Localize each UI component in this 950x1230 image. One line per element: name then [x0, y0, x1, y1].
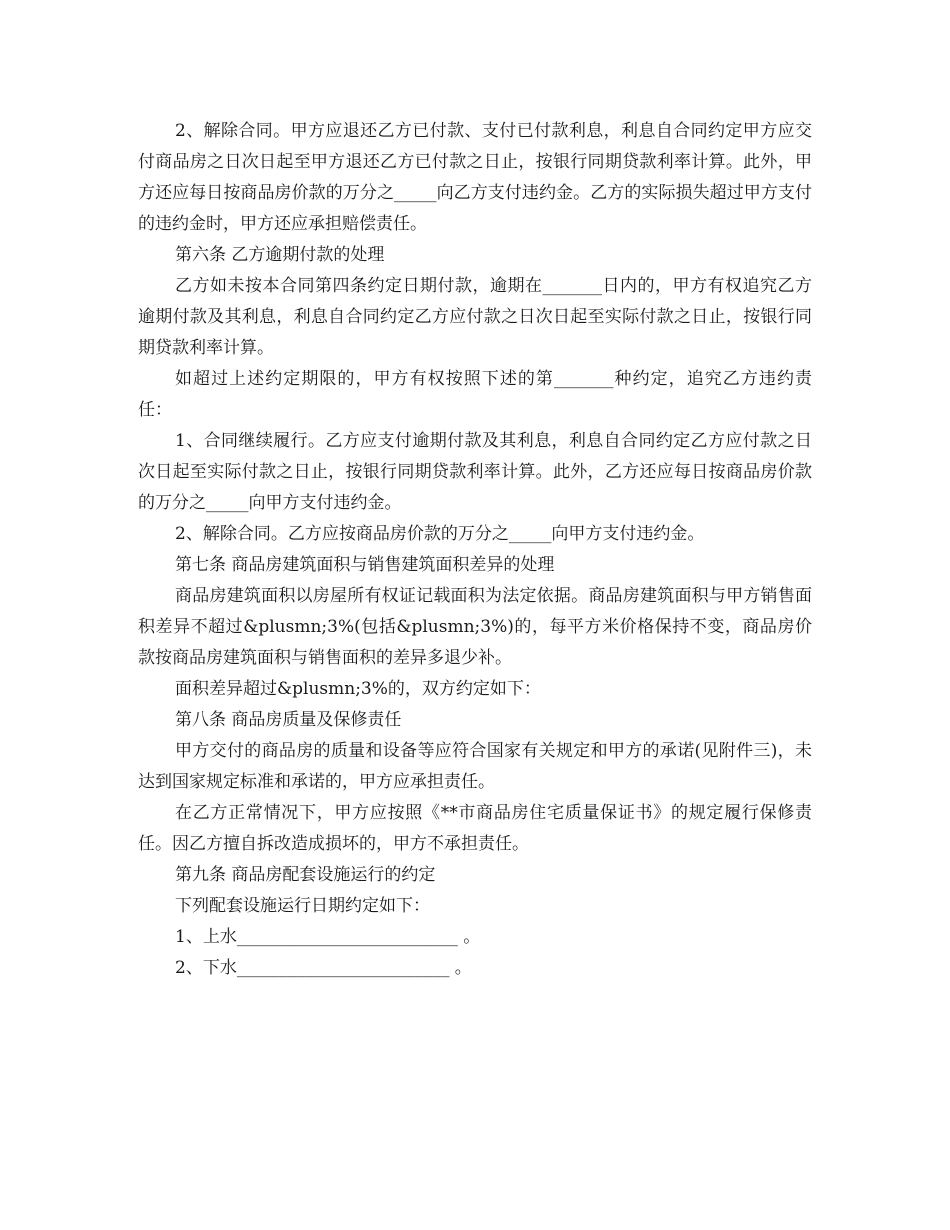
paragraph-facilities-intro: 下列配套设施运行日期约定如下： — [175, 896, 430, 916]
heading-article-8: 第八条 商品房质量及保修责任 — [175, 710, 402, 730]
paragraph-area-exceed: 面积差异超过&plusmn;3%的，双方约定如下： — [175, 679, 541, 699]
paragraph-warranty: 在乙方正常情况下，甲方应按照《**市商品房住宅质量保证书》的规定履行保修责任。因乙方擅自拆改造成损坏的，甲方不承担责任。 — [138, 803, 812, 854]
contract-body — [138, 116, 812, 984]
paragraph-quality: 甲方交付的商品房的质量和设备等应符合国家有关规定和甲方的承诺(见附件三)，未达到国家规定标准和承诺的，甲方应承担责任。 — [138, 741, 812, 792]
list-item-water-supply: 1、上水__________________________ 。 — [175, 927, 481, 947]
heading-article-9: 第九条 商品房配套设施运行的约定 — [175, 865, 436, 885]
paragraph-area-basis: 商品房建筑面积以房屋所有权证记载面积为法定依据。商品房建筑面积与甲方销售面积差异不超过&plusmn;3%(包括&plusmn;3%)的，每平方米价格保持不变，商品房价款按商品房建筑面积与销售面积的差异多退少补。 — [138, 586, 812, 668]
list-item-drainage: 2、下水_________________________ 。 — [175, 958, 472, 978]
paragraph-continue-contract: 1、合同继续履行。乙方应支付逾期付款及其利息，利息自合同约定乙方应付款之日次日起至实际付款之日止，按银行同期贷款利率计算。此外，乙方还应每日按商品房价款的万分之_____向甲方支付违约金。 — [138, 431, 812, 513]
heading-article-7: 第七条 商品房建筑面积与销售建筑面积差异的处理 — [175, 555, 555, 575]
paragraph-terminate-contract-seller: 2、解除合同。甲方应退还乙方已付款、支付已付款利息，利息自合同约定甲方应交付商品房之日次日起至甲方退还乙方已付款之日止，按银行同期贷款利率计算。此外，甲方还应每日按商品房价款的万分之_____向乙方支付违约金。乙方的实际损失超过甲方支付的违约金时，甲方还应承担赔偿责任。 — [138, 121, 812, 234]
paragraph-terminate-contract-buyer: 2、解除合同。乙方应按商品房价款的万分之_____向甲方支付违约金。 — [175, 524, 705, 544]
heading-article-6: 第六条 乙方逾期付款的处理 — [175, 245, 385, 265]
paragraph-exceed-deadline: 如超过上述约定期限的，甲方有权按照下述的第_______种约定，追究乙方违约责任： — [138, 369, 812, 420]
paragraph-late-payment: 乙方如未按本合同第四条约定日期付款，逾期在_______日内的，甲方有权追究乙方逾期付款及其利息，利息自合同约定乙方应付款之日次日起至实际付款之日止，按银行同期贷款利率计算。 — [138, 276, 812, 358]
